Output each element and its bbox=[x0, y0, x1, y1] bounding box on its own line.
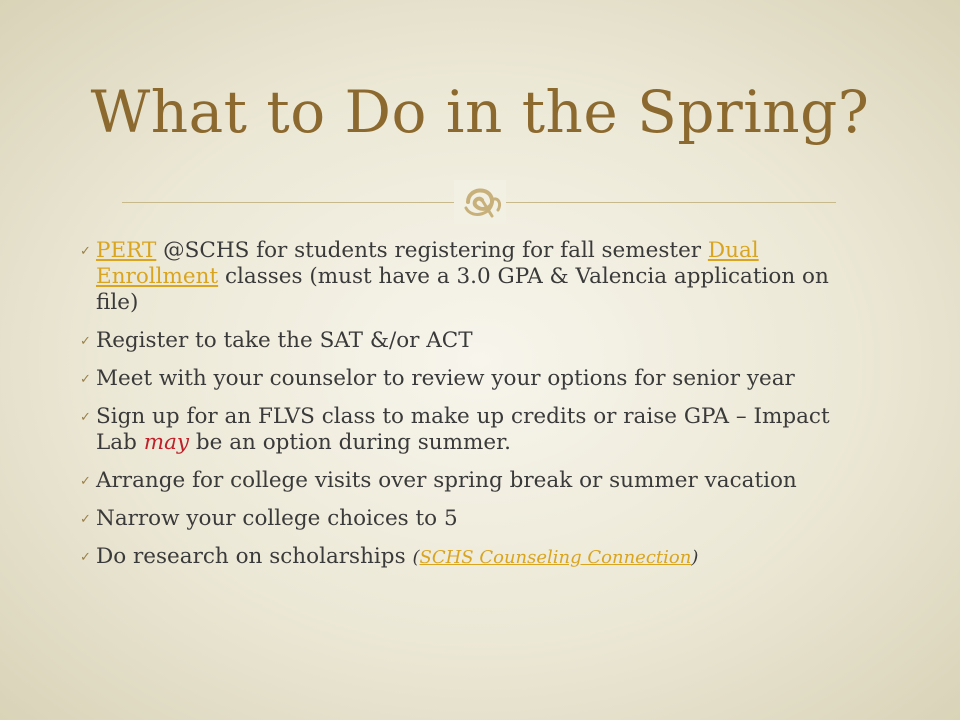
bullet-item-flvs bbox=[80, 404, 840, 456]
bullet-text: classes (must have a 3.0 GPA & Valencia application on file) bbox=[96, 264, 829, 315]
bullet-item-scholarships bbox=[80, 544, 840, 571]
paren-open: ( bbox=[412, 547, 420, 568]
bullet-item-college-visits bbox=[80, 468, 840, 494]
paren-close: ) bbox=[691, 547, 699, 568]
dual-enrollment-link[interactable]: Dual Enrollment bbox=[96, 238, 759, 289]
checkmark-icon: ✓ bbox=[80, 410, 91, 425]
emphasis-may: may bbox=[143, 430, 190, 455]
bullet-item-narrow-choices bbox=[80, 506, 840, 532]
bullet-text: Register to take the SAT &/or ACT bbox=[96, 328, 473, 353]
checkmark-icon: ✓ bbox=[80, 334, 91, 349]
ornament-icon bbox=[452, 178, 508, 226]
bullet-item-counselor bbox=[80, 366, 840, 392]
checkmark-icon: ✓ bbox=[80, 550, 91, 565]
checkmark-icon: ✓ bbox=[80, 244, 91, 259]
checkmark-icon: ✓ bbox=[80, 474, 91, 489]
bullet-text: be an option during summer. bbox=[189, 430, 511, 455]
bullet-text: Arrange for college visits over spring break or summer vacation bbox=[96, 468, 797, 493]
checkmark-icon: ✓ bbox=[80, 372, 91, 387]
bullet-text: Sign up for an FLVS class to make up credits or raise GPA – Impact Lab bbox=[96, 404, 830, 455]
bullet-text: @SCHS for students registering for fall semester bbox=[156, 238, 708, 263]
bullet-item-sat-act bbox=[80, 328, 840, 354]
checkmark-icon: ✓ bbox=[80, 512, 91, 527]
bullet-text: Do research on scholarships bbox=[96, 544, 413, 569]
bullet-list bbox=[80, 238, 840, 583]
bullet-item-pert bbox=[80, 238, 840, 316]
bullet-text: Narrow your college choices to 5 bbox=[96, 506, 458, 531]
counseling-connection-link[interactable]: SCHS Counseling Connection bbox=[419, 547, 692, 568]
slide-title: What to Do in the Spring? bbox=[90, 78, 870, 146]
bullet-text: Meet with your counselor to review your options for senior year bbox=[96, 366, 795, 391]
pert-link[interactable]: PERT bbox=[96, 238, 157, 263]
